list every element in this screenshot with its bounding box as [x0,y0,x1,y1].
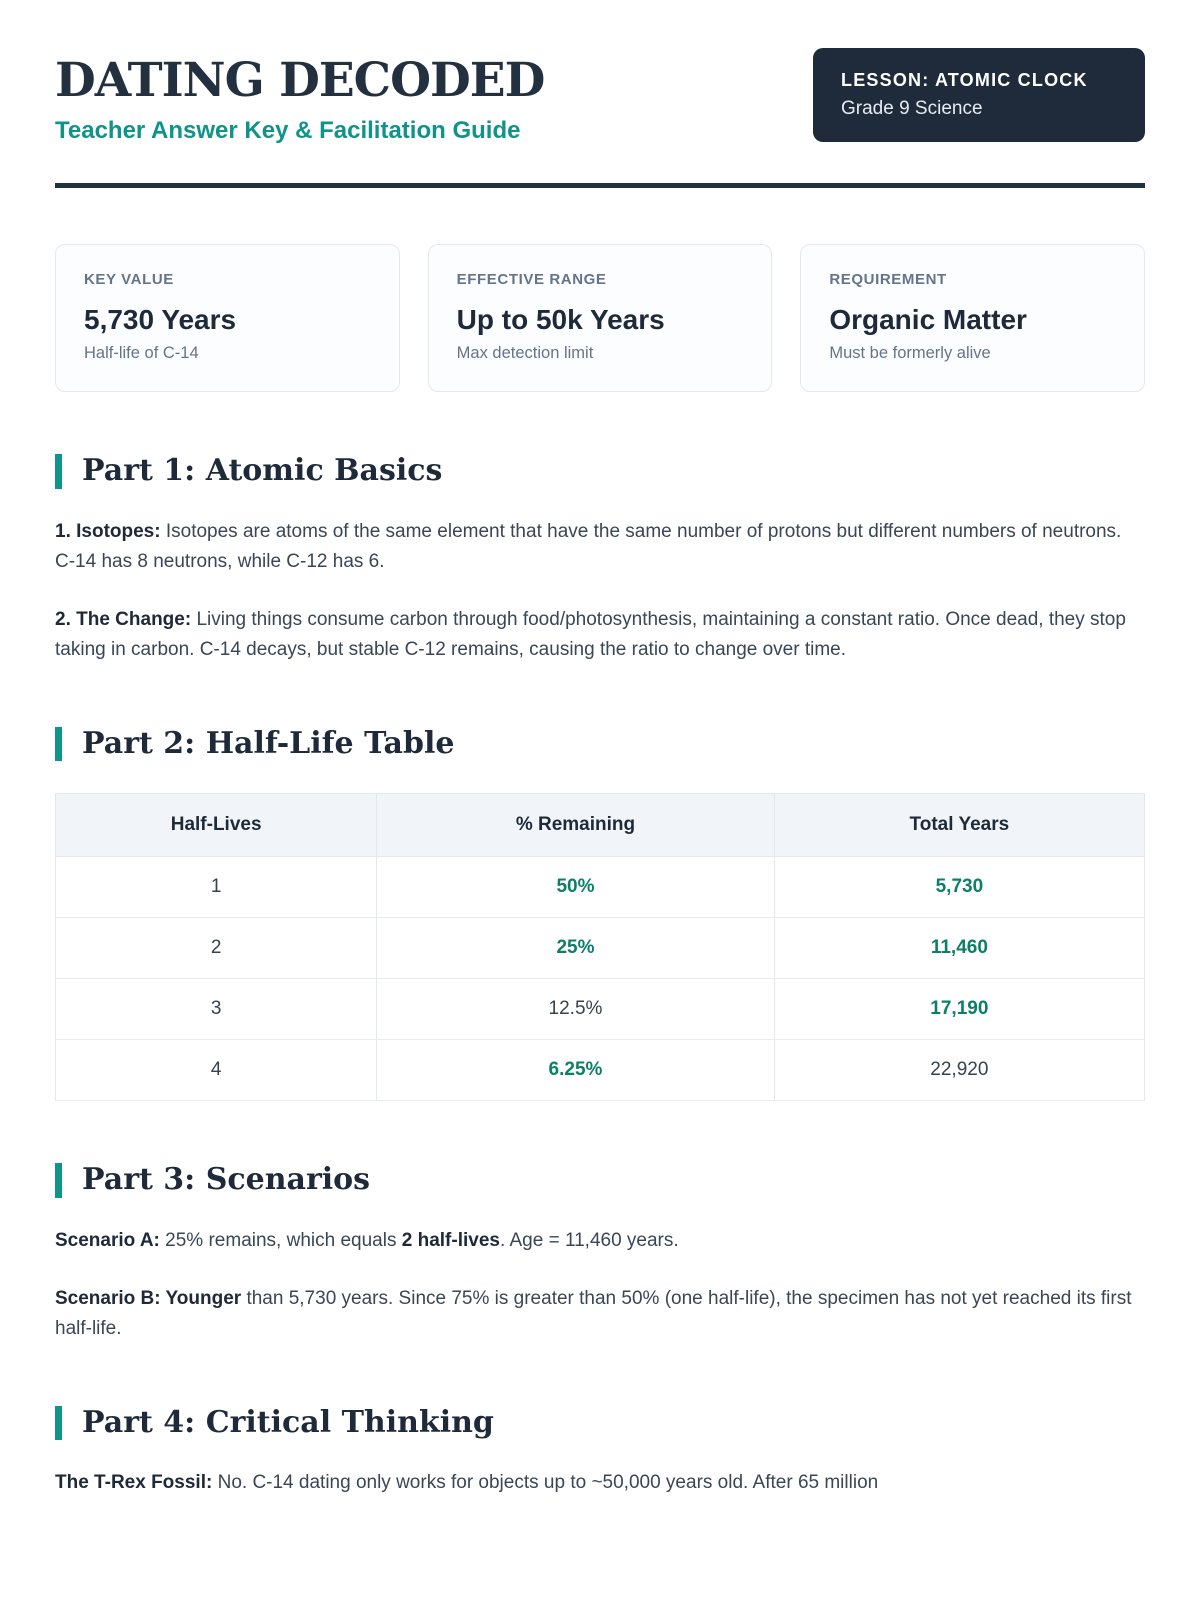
text-segment: Living things consume carbon through food/photosynthesis, maintaining a constant ratio. Once dead, they stop taking in carbon. C-14 decays, but stable C-12 remains, causing the ratio to change over time. [55,608,1126,660]
paragraph-scenario-b [55,1284,1145,1344]
section-part1 [55,454,1145,665]
text-segment: 2 half-lives [401,1229,500,1251]
text-segment: 25% remains, which equals [165,1229,402,1251]
table-header-half-lives: Half-Lives [56,794,377,857]
page-title: DATING DECODED [55,53,545,108]
stat-card-sub: Must be formerly alive [829,344,991,363]
table-row [56,857,1145,918]
table-cell: 3 [56,979,377,1040]
text-segment: than 5,730 years. Since 75% is greater than 50% (one half-life), the specimen has not yet reached its first half-life. [55,1287,1132,1339]
stat-card-value: Organic Matter [829,304,1027,336]
lesson-badge [813,48,1145,142]
table-cell: 4 [56,1040,377,1101]
text-segment: The T-Rex Fossil: [55,1472,218,1494]
paragraph-the-change [55,605,1145,665]
stat-card-label: EFFECTIVE RANGE [456,271,607,289]
stat-card-label: REQUIREMENT [829,271,947,289]
table-cell: 17,190 [774,979,1144,1040]
stat-card-sub: Max detection limit [456,344,594,363]
table-cell: 11,460 [774,918,1144,979]
page-subtitle: Teacher Answer Key & Facilitation Guide [55,117,521,145]
table-row [56,918,1145,979]
title-block [55,48,544,145]
paragraph-trex-fossil [55,1468,1145,1498]
text-segment: No. C-14 dating only works for objects up to ~50,000 years old. After 65 million [217,1472,879,1494]
table-cell: 1 [56,857,377,918]
table-cell: 22,920 [774,1040,1144,1101]
header-divider [55,183,1145,188]
stat-card-key-value [55,244,400,392]
table-header-percent-remaining: % Remaining [377,794,774,857]
stat-card-sub: Half-life of C-14 [84,344,199,363]
section-heading-part1: Part 1: Atomic Basics [55,454,1145,489]
page-header [55,48,1145,145]
stat-card-value: 5,730 Years [84,304,237,336]
text-segment: 1. Isotopes: [55,520,166,542]
table-cell: 25% [377,918,774,979]
table-header-total-years: Total Years [774,794,1144,857]
stat-card-requirement [800,244,1145,392]
stat-card-effective-range [428,244,773,392]
section-part3 [55,1163,1145,1344]
section-part4 [55,1406,1145,1499]
table-body [56,857,1145,1101]
text-segment: Scenario A: [55,1229,166,1251]
stat-card-value: Up to 50k Years [456,304,665,336]
text-segment: 2. The Change: [55,608,197,630]
section-heading-part3: Part 3: Scenarios [55,1163,1145,1198]
table-row [56,1040,1145,1101]
table-head [56,794,1145,857]
section-heading-part2: Part 2: Half-Life Table [55,727,1145,762]
lesson-badge-title: LESSON: ATOMIC CLOCK [841,70,1088,90]
table-cell: 50% [377,857,774,918]
table-row [56,979,1145,1040]
stat-cards [55,244,1145,392]
lesson-badge-grade: Grade 9 Science [841,98,983,119]
table-header-row [56,794,1145,857]
stat-card-label: KEY VALUE [84,271,174,289]
table-cell: 5,730 [774,857,1144,918]
section-heading-part4: Part 4: Critical Thinking [55,1406,1145,1441]
table-cell: 2 [56,918,377,979]
text-segment: Scenario B: Younger [55,1287,242,1309]
paragraph-isotopes [55,517,1145,577]
text-segment: Isotopes are atoms of the same element that have the same number of protons but different numbers of neutrons. C-14 has 8 neutrons, while C-12 has 6. [55,520,1122,572]
table-cell: 12.5% [377,979,774,1040]
section-part2 [55,727,1145,1102]
paragraph-scenario-a [55,1226,1145,1256]
table-cell: 6.25% [377,1040,774,1101]
half-life-table [55,793,1145,1101]
text-segment: . Age = 11,460 years. [499,1229,679,1251]
